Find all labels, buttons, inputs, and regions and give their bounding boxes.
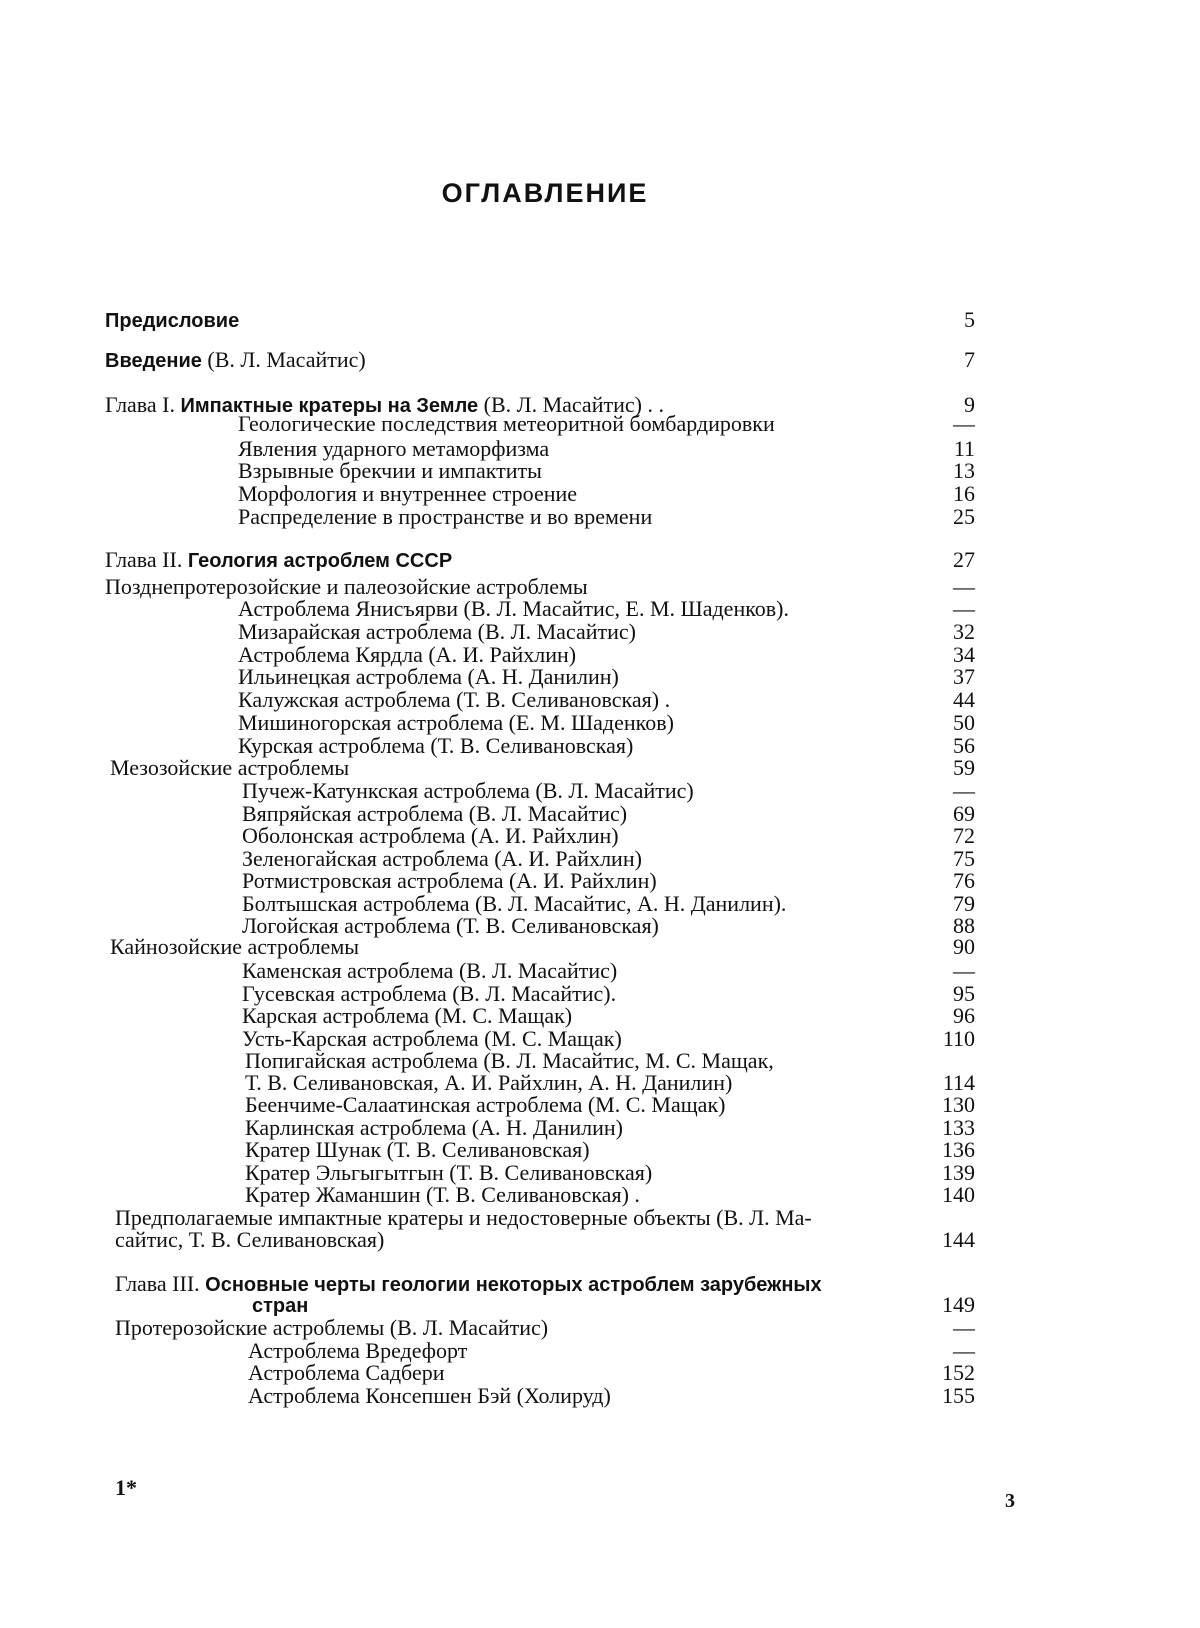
bold-heading: Импактные кратеры на Земле — [180, 395, 479, 417]
entry-text: Ильинецкая астроблема (А. Н. Данилин) — [238, 664, 619, 689]
toc-entry-title — [238, 412, 775, 436]
toc-page-number: 72 — [953, 823, 975, 848]
entry-text: Вяпряйская астроблема (В. Л. Масайтис) — [242, 801, 628, 826]
toc-entry — [0, 459, 1000, 483]
toc-page-number: 37 — [953, 664, 975, 689]
toc-entry — [0, 1004, 1000, 1028]
toc-entry — [0, 412, 1000, 436]
page-title: ОГЛАВЛЕНИЕ — [441, 178, 649, 208]
toc-entry — [0, 935, 1000, 959]
toc-entry-title — [105, 308, 239, 333]
toc-entry-title — [245, 1093, 725, 1117]
entry-text: Карлинская астроблема (А. Н. Данилин) — [245, 1115, 623, 1140]
toc-entry-title — [248, 1384, 611, 1408]
toc-entry-title — [245, 1183, 640, 1207]
entry-text: Астроблема Кярдла (А. И. Райхлин) — [238, 642, 577, 667]
entry-text: Усть-Карская астроблема (М. С. Мащак) — [242, 1026, 622, 1051]
entry-text: Гусевская астроблема (В. Л. Масайтис). — [242, 981, 617, 1006]
toc-entry — [0, 1316, 1000, 1340]
entry-text: Явления ударного метаморфизма — [238, 436, 550, 461]
entry-text: Астроблема Консепшен Бэй (Холируд) — [248, 1383, 611, 1408]
toc-entry-title — [115, 1316, 548, 1340]
toc-entry — [0, 1384, 1000, 1408]
toc-entry — [0, 711, 1000, 735]
toc-entry-title — [105, 548, 452, 573]
toc-entry — [0, 824, 1000, 848]
chapter-prefix: Глава III. — [115, 1271, 206, 1296]
toc-page-number: 155 — [942, 1383, 975, 1408]
entry-text: Курская астроблема (Т. В. Селивановская) — [238, 733, 634, 758]
toc-page-number: 50 — [953, 710, 975, 735]
toc-page-number: 114 — [942, 1070, 975, 1095]
toc-page-number: 76 — [953, 868, 975, 893]
toc-entry — [0, 756, 1000, 780]
toc-entry-title — [238, 505, 652, 529]
toc-page-number: 139 — [942, 1160, 975, 1185]
toc-entry-title — [238, 597, 789, 621]
toc-page-number: 16 — [953, 481, 975, 506]
toc-entry — [0, 597, 1000, 621]
toc-page-number: 110 — [942, 1026, 975, 1051]
entry-text: Кратер Шунак (Т. В. Селивановская) — [245, 1137, 590, 1162]
toc-entry — [0, 869, 1000, 893]
toc-entry-title — [115, 1228, 384, 1252]
toc-page-number: 133 — [942, 1115, 975, 1140]
toc-page-number: — — [953, 1315, 975, 1340]
toc-entry — [0, 779, 1000, 803]
toc-entry-title — [238, 711, 674, 735]
entry-text: Карская астроблема (М. С. Мащак) — [242, 1003, 573, 1028]
entry-text: Зеленогайская астроблема (А. И. Райхлин) — [242, 846, 642, 871]
entry-text: Ротмистровская астроблема (А. И. Райхлин) — [242, 868, 657, 893]
toc-page-number: 136 — [942, 1137, 975, 1162]
entry-text: Распределение в пространстве и во времени — [238, 504, 653, 529]
entry-text: Мезозойские астроблемы — [110, 755, 350, 780]
bold-heading: Основные черты геологии некоторых астроблем зарубежных — [205, 1274, 822, 1296]
toc-entry — [0, 308, 1000, 332]
entry-text: Каменская астроблема (В. Л. Масайтис) — [242, 958, 618, 983]
toc-page-number: 9 — [964, 392, 975, 417]
toc-page-number: 88 — [953, 913, 975, 938]
toc-page-number: — — [953, 1338, 975, 1363]
bold-heading: Геология астроблем СССР — [187, 550, 453, 572]
entry-text: Астроблема Янисъярви (В. Л. Масайтис, Е. М. Шаденков). — [238, 596, 789, 621]
bold-heading: Предисловие — [105, 310, 240, 332]
entry-text: (В. Л. Масайтис) . . — [478, 392, 664, 417]
bold-heading: Введение — [105, 350, 202, 372]
signature-mark: 1* — [115, 1475, 137, 1500]
toc-entry-title — [238, 620, 636, 644]
page-number: 3 — [1005, 1490, 1015, 1512]
chapter-prefix: Глава I. — [105, 392, 181, 417]
toc-page-number: 32 — [953, 619, 975, 644]
toc-page-number: — — [953, 411, 975, 436]
toc-entry-title — [242, 959, 617, 983]
toc-page-number: 56 — [953, 733, 975, 758]
toc-page-number: 90 — [953, 934, 975, 959]
toc-page-number: — — [953, 958, 975, 983]
toc-page-number: 34 — [953, 642, 975, 667]
entry-text: Астроблема Садбери — [248, 1360, 445, 1385]
chapter-prefix: Глава II. — [105, 547, 188, 572]
toc-entry — [0, 959, 1000, 983]
bold-heading: стран — [252, 1295, 309, 1317]
toc-entry-title — [248, 1361, 445, 1385]
toc-entry — [0, 1293, 1000, 1317]
toc-page-number: 95 — [953, 981, 975, 1006]
toc-page-number: 140 — [942, 1182, 975, 1207]
toc-entry-title — [245, 1138, 590, 1162]
toc-entry-title — [242, 1004, 572, 1028]
toc-page-number: — — [953, 596, 975, 621]
toc-page-number: 130 — [942, 1092, 975, 1117]
entry-text: Предполагаемые импактные кратеры и недостоверные объекты (В. Л. Ма- — [115, 1205, 812, 1230]
entry-text: Протерозойские астроблемы (В. Л. Масайтис) — [115, 1315, 549, 1340]
toc-page-number: 96 — [953, 1003, 975, 1028]
toc-page-number: — — [953, 778, 975, 803]
entry-text: Кратер Эльгыгытгын (Т. В. Селивановская) — [245, 1160, 653, 1185]
entry-text: Мизарайская астроблема (В. Л. Масайтис) — [238, 619, 636, 644]
toc-entry — [0, 1093, 1000, 1117]
toc-entry-title — [238, 482, 577, 506]
toc-page-number: 7 — [964, 347, 975, 372]
toc-entry-title — [110, 756, 349, 780]
toc-entry-title — [238, 459, 542, 483]
entry-text: Морфология и внутреннее строение — [238, 481, 578, 506]
toc-entry-title — [238, 665, 619, 689]
toc-page-number: 79 — [953, 891, 975, 916]
entry-text: Пучеж-Катункская астроблема (В. Л. Масайтис) — [242, 778, 694, 803]
entry-text: Калужская астроблема (Т. В. Селивановская) . — [238, 687, 671, 712]
toc-entry — [0, 688, 1000, 712]
entry-text: Геологические последствия метеоритной бомбардировки — [238, 411, 775, 436]
toc-entry — [0, 620, 1000, 644]
toc-entry-title — [242, 779, 694, 803]
entry-text: Попигайская астроблема (В. Л. Масайтис, М. С. Мащак, — [245, 1048, 774, 1073]
toc-page-number: 5 — [964, 307, 975, 332]
toc-page-number: 149 — [942, 1292, 975, 1317]
entry-text: Кратер Жаманшин (Т. В. Селивановская) . — [245, 1182, 640, 1207]
toc-entry — [0, 482, 1000, 506]
toc-entry — [0, 505, 1000, 529]
toc-entry-title — [242, 869, 657, 893]
toc-page-number: — — [953, 574, 975, 599]
toc-page-number: 152 — [942, 1360, 975, 1385]
toc-entry-title — [110, 935, 359, 959]
toc-entry-title — [242, 824, 619, 848]
toc-page-number: 69 — [953, 801, 975, 826]
entry-text: Мишиногорская астроблема (Е. М. Шаденков) — [238, 710, 674, 735]
entry-text: Позднепротерозойские и палеозойские астроблемы — [105, 574, 588, 599]
entry-text: Астроблема Вредефорт — [248, 1338, 468, 1363]
entry-text: Беенчиме-Салаатинская астроблема (М. С. Мащак) — [245, 1092, 726, 1117]
entry-text: (В. Л. Масайтис) — [201, 347, 366, 372]
toc-page-number: 75 — [953, 846, 975, 871]
toc-entry-title — [105, 348, 366, 373]
entry-text: сайтис, Т. В. Селивановская) — [115, 1227, 385, 1252]
toc-page-number: 59 — [953, 755, 975, 780]
entry-text: Болтышская астроблема (В. Л. Масайтис, А. Н. Данилин). — [242, 891, 787, 916]
toc-page-number: 44 — [953, 687, 975, 712]
toc-page-number: 27 — [953, 547, 975, 572]
toc-entry — [0, 1361, 1000, 1385]
toc-entry — [0, 1339, 1000, 1363]
entry-text: Оболонская астроблема (А. И. Райхлин) — [242, 823, 619, 848]
toc-page-number: 144 — [942, 1227, 975, 1252]
entry-text: Т. В. Селивановская, А. И. Райхлин, А. Н. Данилин) — [245, 1070, 733, 1095]
toc-entry — [0, 1228, 1000, 1252]
toc-entry — [0, 1183, 1000, 1207]
toc-entry-title — [238, 688, 670, 712]
toc-entry — [0, 1138, 1000, 1162]
toc-page-number: 25 — [953, 504, 975, 529]
entry-text: Кайнозойские астроблемы — [110, 934, 360, 959]
entry-text: Взрывные брекчии и импактиты — [238, 458, 542, 483]
toc-page-number: 11 — [953, 436, 975, 461]
toc-entry — [0, 548, 1000, 572]
toc-page-number: 13 — [953, 458, 975, 483]
toc-entry — [0, 348, 1000, 372]
entry-text: Логойская астроблема (Т. В. Селивановская) — [242, 913, 659, 938]
toc-entry — [0, 665, 1000, 689]
